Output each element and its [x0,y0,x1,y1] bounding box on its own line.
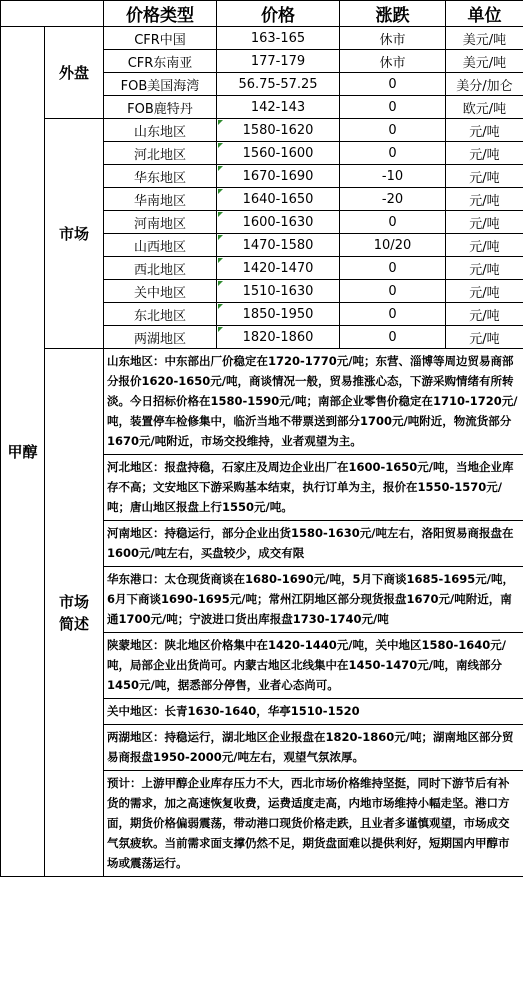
unit-cell: 美分/加仑 [446,73,523,96]
change-cell: -10 [340,165,446,188]
type-cell: 东北地区 [104,303,217,326]
price-value: 142-143 [250,99,306,115]
price-cell [217,50,340,73]
cell-marker-icon [218,212,223,217]
group-external-label: 外盘 [45,27,104,119]
price-cell [217,234,340,257]
cell-marker-icon [218,143,223,148]
header-blank [1,1,104,27]
change-cell: 0 [340,280,446,303]
type-cell: CFR中国 [104,27,217,50]
group-summary-label [45,349,104,877]
type-cell: 山东地区 [104,119,217,142]
category-label: 甲醇 [1,27,45,877]
type-cell: 河南地区 [104,211,217,234]
price-cell [217,188,340,211]
unit-cell: 元/吨 [446,326,523,349]
cell-marker-icon [218,327,223,332]
change-cell: 休市 [340,27,446,50]
type-cell: 两湖地区 [104,326,217,349]
change-cell: 0 [340,142,446,165]
price-cell [217,165,340,188]
change-cell: 0 [340,211,446,234]
price-cell [217,257,340,280]
price-cell [217,211,340,234]
price-value: 1850-1950 [242,306,314,322]
change-cell: 10/20 [340,234,446,257]
unit-cell: 元/吨 [446,303,523,326]
cell-marker-icon [218,304,223,309]
price-value: 177-179 [250,53,306,69]
price-value: 1670-1690 [242,168,314,184]
change-cell: 0 [340,303,446,326]
change-cell: 0 [340,119,446,142]
group-market-label: 市场 [45,119,104,349]
price-value: 1470-1580 [242,237,314,253]
header-change: 涨跌 [340,1,446,27]
table-row [1,27,523,50]
unit-cell: 元/吨 [446,119,523,142]
unit-cell: 元/吨 [446,165,523,188]
price-value: 1420-1470 [242,260,314,276]
unit-cell: 美元/吨 [446,27,523,50]
price-cell [217,73,340,96]
note-hebei: 河北地区：报盘持稳，石家庄及周边企业出厂在1600-1650元/吨，当地企业库存不高；文安地区下游采购基本结束，执行订单为主，报价在1550-1570元/吨；唐山地区报盘上行1550元/吨。 [104,455,523,521]
note-henan: 河南地区：持稳运行，部分企业出货1580-1630元/吨左右，洛阳贸易商报盘在1600元/吨左右，买盘较少，成交有限 [104,521,523,567]
price-cell [217,142,340,165]
price-cell [217,280,340,303]
note-forecast: 预计：上游甲醇企业库存压力不大，西北市场价格维持坚挺，同时下游节后有补货的需求，加之高速恢复收费，运费适度走高，内地市场维持小幅走坚。港口方面，期货价格偏弱震荡，带动港口现货价格走跌，且业者多谨慎观望，市场成交气氛疲软。当前需求面支撑仍然不足，期货盘面难以提供利好，短期国内甲醇市场或震荡运行。 [104,771,523,877]
unit-cell: 美元/吨 [446,50,523,73]
type-cell: 关中地区 [104,280,217,303]
unit-cell: 元/吨 [446,188,523,211]
price-value: 1820-1860 [242,329,314,345]
type-cell: 华东地区 [104,165,217,188]
group-summary-text: 市场简述 [58,592,89,633]
change-cell: -20 [340,188,446,211]
price-value: 1580-1620 [242,122,314,138]
unit-cell: 元/吨 [446,142,523,165]
price-cell [217,27,340,50]
note-huadong-port: 华东港口：太仓现货商谈在1680-1690元/吨，5月下商谈1685-1695元/吨，6月下商谈1690-1695元/吨；常州江阴地区部分现货报盘1670元/吨附近，南通1700元/吨；宁波进口货出库报盘1730-1740元/吨 [104,567,523,633]
cell-marker-icon [218,235,223,240]
price-cell [217,119,340,142]
unit-cell: 欧元/吨 [446,96,523,119]
table-row [1,119,523,142]
cell-marker-icon [218,189,223,194]
change-cell: 0 [340,326,446,349]
price-value: 1600-1630 [242,214,314,230]
note-row [1,349,523,455]
cell-marker-icon [218,166,223,171]
price-value: 1640-1650 [242,191,314,207]
unit-cell: 元/吨 [446,257,523,280]
type-cell: 山西地区 [104,234,217,257]
cell-marker-icon [218,258,223,263]
header-row [1,1,523,27]
header-type: 价格类型 [104,1,217,27]
change-cell: 0 [340,73,446,96]
price-cell [217,303,340,326]
price-value: 163-165 [250,30,306,46]
price-value: 56.75-57.25 [238,76,318,92]
unit-cell: 元/吨 [446,234,523,257]
price-value: 1560-1600 [242,145,314,161]
header-price: 价格 [217,1,340,27]
cell-marker-icon [218,120,223,125]
type-cell: FOB美国海湾 [104,73,217,96]
note-lianghu: 两湖地区：持稳运行，湖北地区企业报盘在1820-1860元/吨；湖南地区部分贸易商报盘1950-2000元/吨左右，观望气氛浓厚。 [104,725,523,771]
price-value: 1510-1630 [242,283,314,299]
type-cell: 西北地区 [104,257,217,280]
price-cell [217,326,340,349]
header-unit: 单位 [446,1,523,27]
type-cell: 华南地区 [104,188,217,211]
change-cell: 0 [340,257,446,280]
change-cell: 0 [340,96,446,119]
cell-marker-icon [218,281,223,286]
note-shandong: 山东地区：中东部出厂价稳定在1720-1770元/吨；东营、淄博等周边贸易商部分报价1620-1650元/吨，商谈情况一般，贸易推涨心态，下游采购情绪有所转淡。今日招标价格在1580-1590元/吨；南部企业零售价稳定在1710-1720元/吨，装置停车检修集中，临沂当地不带票送到部分1700元/吨附近，物流货部分1670元/吨附近，市场交投维持，业者观望为主。 [104,349,523,455]
price-cell [217,96,340,119]
unit-cell: 元/吨 [446,211,523,234]
type-cell: FOB鹿特丹 [104,96,217,119]
note-guanzhong: 关中地区：长青1630-1640，华亭1510-1520 [104,699,523,725]
unit-cell: 元/吨 [446,280,523,303]
type-cell: 河北地区 [104,142,217,165]
note-shaanmeng: 陕蒙地区：陕北地区价格集中在1420-1440元/吨，关中地区1580-1640元/吨，局部企业出货尚可。内蒙古地区北线集中在1450-1470元/吨，南线部分1450元/吨，据悉部分停售，业者心态尚可。 [104,633,523,699]
type-cell: CFR东南亚 [104,50,217,73]
change-cell: 休市 [340,50,446,73]
